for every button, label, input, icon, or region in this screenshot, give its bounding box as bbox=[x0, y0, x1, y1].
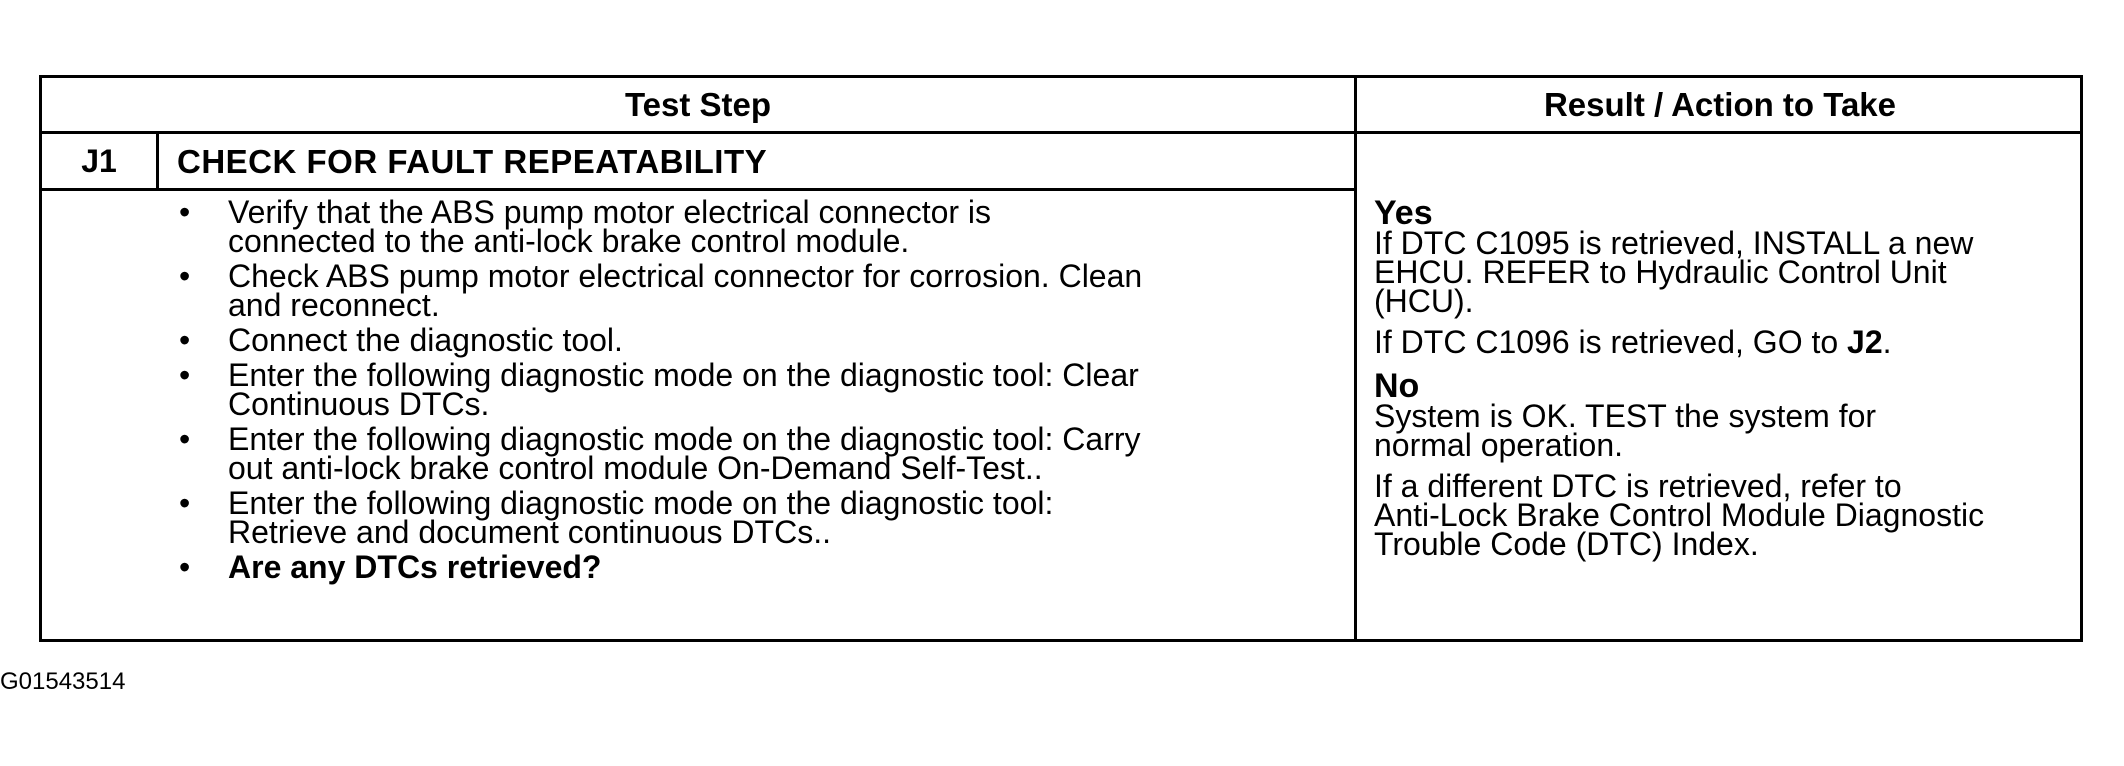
list-item bbox=[42, 357, 1354, 422]
no-result-1 bbox=[1374, 398, 2079, 463]
bullet-icon: • bbox=[179, 258, 191, 294]
diagnostic-table bbox=[39, 75, 2083, 642]
list-item-question bbox=[42, 549, 1354, 585]
result-action-column bbox=[1374, 194, 2079, 571]
bullet-icon: • bbox=[179, 421, 191, 457]
result-line: (HCU). bbox=[1374, 283, 1474, 319]
result-line: Anti-Lock Brake Control Module Diagnostic bbox=[1374, 497, 1985, 533]
result-text-suffix: . bbox=[1882, 324, 1892, 360]
list-item-line: and reconnect. bbox=[228, 287, 440, 323]
header-result-action: Result / Action to Take bbox=[1543, 86, 1897, 123]
step-row bbox=[42, 134, 1354, 191]
result-line: If DTC C1095 is retrieved, INSTALL a new bbox=[1374, 225, 1974, 261]
list-item-line: Connect the diagnostic tool. bbox=[228, 322, 623, 358]
result-line: Trouble Code (DTC) Index. bbox=[1374, 526, 1759, 562]
list-item-line: out anti-lock brake control module On-Demand Self-Test.. bbox=[228, 450, 1043, 486]
header-test-step: Test Step bbox=[624, 86, 772, 123]
table-header-row bbox=[42, 78, 2080, 134]
test-step-list bbox=[42, 194, 1354, 588]
list-item-line: Are any DTCs retrieved? bbox=[228, 549, 602, 585]
figure-id: G01543514 bbox=[0, 668, 126, 695]
step-id: J1 bbox=[42, 134, 159, 188]
result-line: System is OK. TEST the system for bbox=[1374, 398, 1877, 434]
bullet-icon: • bbox=[179, 485, 191, 521]
result-text: If DTC C1096 is retrieved, GO to bbox=[1374, 324, 1848, 360]
yes-result-1 bbox=[1374, 225, 2079, 319]
bullet-icon: • bbox=[179, 322, 191, 358]
list-item-line: Retrieve and document continuous DTCs.. bbox=[228, 514, 831, 550]
bullet-icon: • bbox=[179, 357, 191, 393]
result-line: EHCU. REFER to Hydraulic Control Unit bbox=[1374, 254, 1947, 290]
bullet-icon: • bbox=[179, 194, 191, 230]
list-item-line: Check ABS pump motor electrical connector for corrosion. Clean bbox=[228, 258, 1143, 294]
list-item-line: Continuous DTCs. bbox=[228, 386, 490, 422]
list-item-line: Enter the following diagnostic mode on the diagnostic tool: Carry bbox=[228, 421, 1141, 457]
no-result-2 bbox=[1374, 468, 2079, 562]
result-line: If a different DTC is retrieved, refer to bbox=[1374, 468, 1902, 504]
step-title: CHECK FOR FAULT REPEATABILITY bbox=[177, 143, 768, 180]
list-item bbox=[42, 485, 1354, 550]
yes-result-2 bbox=[1374, 324, 2079, 360]
list-item bbox=[42, 258, 1354, 323]
result-line: normal operation. bbox=[1374, 427, 1624, 463]
list-item bbox=[42, 194, 1354, 259]
no-label: No bbox=[1374, 367, 1420, 405]
step-reference: J2 bbox=[1847, 324, 1883, 360]
column-divider bbox=[1354, 78, 1357, 639]
yes-label: Yes bbox=[1374, 194, 1433, 232]
list-item-line: Enter the following diagnostic mode on the diagnostic tool: Clear bbox=[228, 357, 1139, 393]
list-item-line: Verify that the ABS pump motor electrical connector is bbox=[228, 194, 992, 230]
list-item-line: connected to the anti-lock brake control module. bbox=[228, 223, 910, 259]
list-item-line: Enter the following diagnostic mode on the diagnostic tool: bbox=[228, 485, 1054, 521]
list-item bbox=[42, 322, 1354, 358]
list-item bbox=[42, 421, 1354, 486]
bullet-icon: • bbox=[179, 549, 191, 585]
